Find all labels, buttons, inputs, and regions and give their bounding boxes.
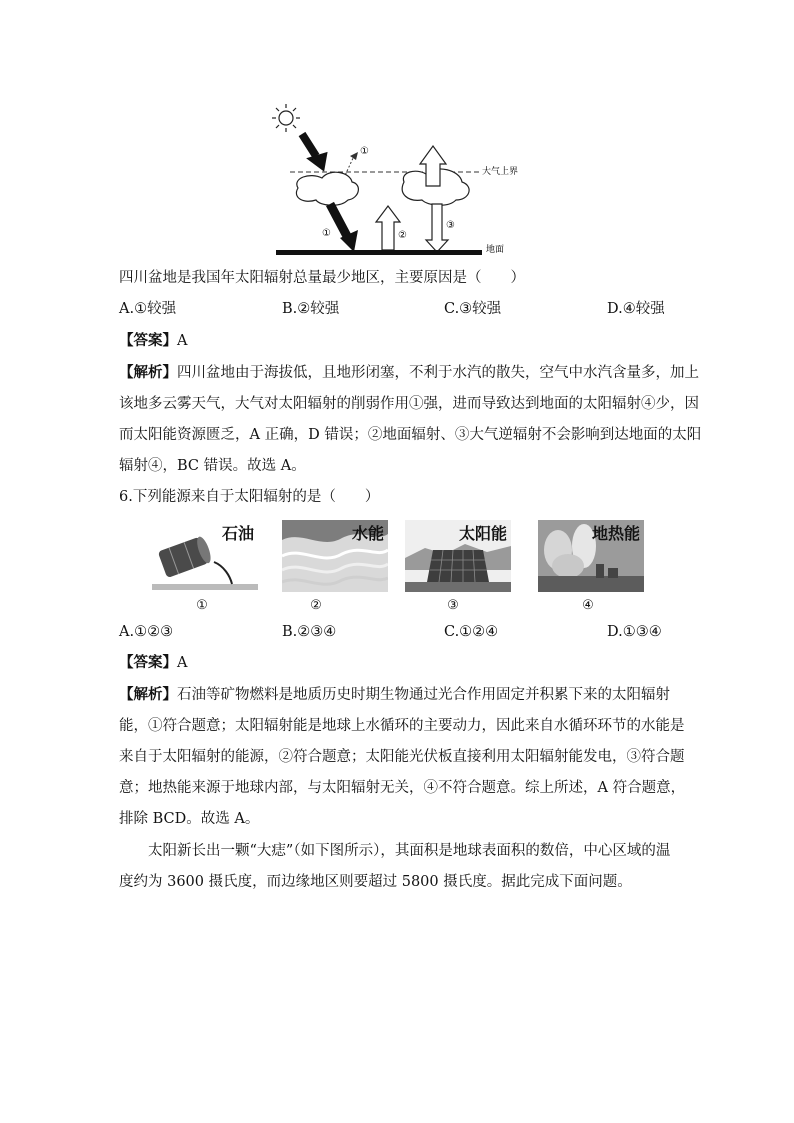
counter-radiation-arrow: [426, 204, 448, 252]
q5-answer: [119, 331, 187, 351]
label-1-up: ①: [360, 146, 369, 157]
q5-stem: 四川盆地是我国年太阳辐射总量最少地区，主要原因是（ ）: [119, 270, 525, 286]
q6-option-c: C.①②④: [444, 624, 499, 640]
cloud-left: [296, 172, 358, 205]
pic-num-3: ③: [447, 598, 459, 613]
q6-analysis-line-4: 意；地热能来源于地球内部，与太阳辐射无关，④不符合题意。综上所述，A 符合题意，: [119, 780, 686, 796]
sun-icon: [272, 104, 300, 132]
pic-title-hydro: 水能: [351, 524, 384, 543]
pic-num-4: ④: [582, 598, 594, 613]
label-3: ③: [446, 220, 455, 231]
label-1-down: ①: [322, 228, 331, 239]
q6-analysis-line-3: 来自于太阳辐射的能源，②符合题意；太阳能光伏板直接利用太阳辐射能发电，③符合题: [119, 749, 685, 765]
q6-option-b: B.②③④: [282, 624, 337, 640]
pic-num-1: ①: [196, 598, 208, 613]
q6-stem: 6.下列能源来自于太阳辐射的是（ ）: [119, 489, 380, 505]
answer-tag: 【答案】: [119, 332, 177, 349]
q6-option-a: A.①②③: [119, 624, 174, 640]
label-ground: 地面: [486, 245, 505, 255]
ground-radiation-arrow: [330, 204, 358, 252]
incoming-radiation-arrow: [302, 134, 328, 172]
pic-num-2: ②: [310, 598, 322, 613]
answer-tag: 【答案】: [119, 654, 177, 671]
q6-answer: [119, 653, 187, 673]
q6-analysis-line-5: 排除 BCD。故选 A。: [119, 811, 260, 827]
q6-analysis-line-2: 能，①符合题意；太阳辐射能是地球上水循环的主要动力，因此来自水循环环节的水能是: [119, 718, 685, 734]
q5-option-b: B.②较强: [282, 301, 340, 317]
q5-analysis-line-1: [119, 363, 699, 383]
answer-value: A: [177, 655, 188, 671]
oil-barrel-icon: [158, 535, 214, 578]
ground-line: [276, 250, 482, 255]
q6-analysis-line-1: [119, 685, 670, 705]
oil-picture: [152, 520, 258, 592]
ground-emission-arrow: [376, 206, 400, 250]
intro-line-2: 度约为 3600 摄氏度，而边缘地区则要超过 5800 摄氏度。据此完成下面问题。: [119, 874, 632, 890]
analysis-tag: 【解析】: [119, 686, 177, 703]
intro-line-1: 太阳新长出一颗“大痣”（如下图所示），其面积是地球表面积的数倍，中心区域的温: [148, 843, 671, 859]
q5-option-a: A.①较强: [119, 301, 177, 317]
hydro-picture: [282, 520, 388, 592]
q5-analysis-line-4: 辐射④，BC 错误。故选 A。: [119, 458, 306, 474]
q5-analysis-line-3: 而太阳能资源匮乏，A 正确，D 错误；②地面辐射、③大气逆辐射不会影响到达地面的太阳: [119, 427, 702, 443]
analysis-text: 四川盆地由于海拔低，且地形闭塞，不利于水汽的散失，空气中水汽含量多，加上: [177, 365, 699, 381]
label-2: ②: [398, 230, 407, 241]
q6-option-d: D.①③④: [607, 624, 662, 640]
radiation-diagram: [270, 100, 530, 260]
analysis-text: 石油等矿物燃料是地质历史时期生物通过光合作用固定并积累下来的太阳辐射: [177, 687, 670, 703]
q5-option-c: C.③较强: [444, 301, 502, 317]
pic-title-oil: 石油: [221, 524, 254, 543]
label-top-boundary: 大气上界: [482, 167, 519, 177]
q5-option-d: D.④较强: [607, 301, 665, 317]
analysis-tag: 【解析】: [119, 364, 177, 381]
answer-value: A: [177, 333, 188, 349]
solar-picture: [405, 520, 511, 592]
pic-title-solar: 太阳能: [458, 524, 507, 543]
q5-analysis-line-2: 该地多云雾天气，大气对太阳辐射的削弱作用①强，进而导致达到地面的太阳辐射④少，因: [119, 396, 699, 412]
geothermal-picture: [538, 520, 644, 592]
solar-panel-icon: [427, 550, 489, 582]
pic-title-geothermal: 地热能: [591, 524, 640, 543]
